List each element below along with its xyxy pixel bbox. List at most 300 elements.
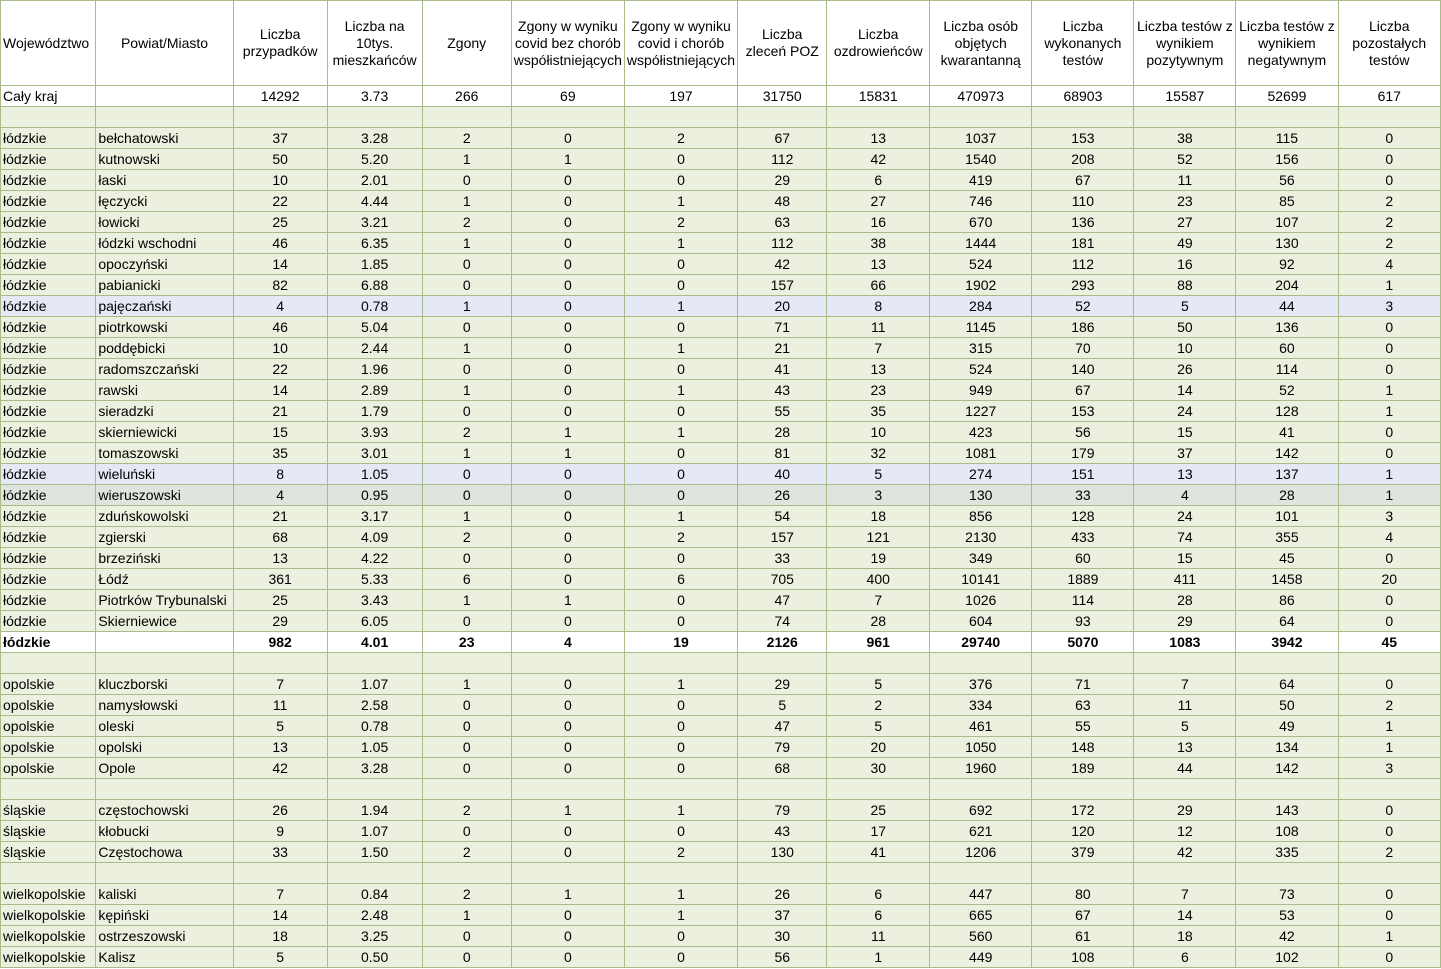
cell-kwarantanna: 1902: [930, 275, 1032, 296]
cell-zgony-z-chorobami: 0: [624, 170, 737, 191]
cell-wojewodztwo: łódzkie: [1, 212, 96, 233]
cell-zgony-z-chorobami: 1: [624, 191, 737, 212]
table-row: [1, 905, 1441, 926]
cell-przypadki: 7: [233, 674, 327, 695]
cell-testy-pozostale: 3: [1338, 758, 1440, 779]
cell-wojewodztwo: łódzkie: [1, 128, 96, 149]
table-row: [1, 758, 1441, 779]
table-row: [1, 254, 1441, 275]
cell-zgony-bez-chorob: 0: [511, 842, 624, 863]
cell-testy-negatywne: 114: [1236, 359, 1338, 380]
cell-ozdrowiency: 66: [827, 275, 930, 296]
cell-zgony: 1: [422, 443, 511, 464]
cell-testy-pozytywne: 88: [1134, 275, 1236, 296]
cell-wojewodztwo: śląskie: [1, 842, 96, 863]
cell-testy-pozostale: 3: [1338, 296, 1440, 317]
table-row: [1, 506, 1441, 527]
cell-kwarantanna: 1960: [930, 758, 1032, 779]
cell-powiat: łęczycki: [96, 191, 233, 212]
cell-zgony-bez-chorob: 0: [511, 296, 624, 317]
cell-testy-negatywne: 42: [1236, 926, 1338, 947]
cell-zgony: 1: [422, 233, 511, 254]
cell-zlecenia-poz: 79: [738, 737, 827, 758]
cell-zgony: 2: [422, 422, 511, 443]
cell-testy-wykonane: 120: [1032, 821, 1134, 842]
cell-testy-negatywne: 86: [1236, 590, 1338, 611]
cell-zgony: 1: [422, 296, 511, 317]
cell-zgony: 0: [422, 170, 511, 191]
cell-kwarantanna: 1050: [930, 737, 1032, 758]
cell-zgony-bez-chorob: 0: [511, 485, 624, 506]
cell-ozdrowiency: 6: [827, 884, 930, 905]
cell-zgony-z-chorobami: [624, 107, 737, 128]
cell-kwarantanna: 1540: [930, 149, 1032, 170]
cell-testy-pozostale: 3: [1338, 506, 1440, 527]
table-header: [1, 1, 1441, 86]
cell-na-10tys: 1.07: [327, 674, 422, 695]
cell-testy-pozostale: 0: [1338, 905, 1440, 926]
cell-testy-wykonane: 55: [1032, 716, 1134, 737]
cell-testy-pozostale: 1: [1338, 485, 1440, 506]
cell-testy-pozytywne: 74: [1134, 527, 1236, 548]
cell-testy-pozytywne: 29: [1134, 800, 1236, 821]
cell-ozdrowiency: 121: [827, 527, 930, 548]
cell-zlecenia-poz: [738, 863, 827, 884]
cell-zgony-bez-chorob: 0: [511, 905, 624, 926]
cell-zgony: 23: [422, 632, 511, 653]
cell-zgony-bez-chorob: 0: [511, 821, 624, 842]
cell-zlecenia-poz: 56: [738, 947, 827, 968]
cell-przypadki: 33: [233, 842, 327, 863]
cell-testy-pozytywne: [1134, 779, 1236, 800]
cell-zgony-z-chorobami: 2: [624, 128, 737, 149]
cell-testy-pozostale: 0: [1338, 548, 1440, 569]
cell-przypadki: 14292: [233, 86, 327, 107]
cell-kwarantanna: 461: [930, 716, 1032, 737]
cell-przypadki: 14: [233, 254, 327, 275]
cell-testy-pozostale: 0: [1338, 422, 1440, 443]
cell-kwarantanna: [930, 653, 1032, 674]
cell-przypadki: 14: [233, 905, 327, 926]
cell-wojewodztwo: wielkopolskie: [1, 905, 96, 926]
table-row: [1, 947, 1441, 968]
cell-zgony-bez-chorob: 0: [511, 401, 624, 422]
cell-zgony-z-chorobami: 19: [624, 632, 737, 653]
cell-powiat: wieluński: [96, 464, 233, 485]
cell-testy-pozostale: 2: [1338, 695, 1440, 716]
cell-na-10tys: [327, 779, 422, 800]
cell-powiat: zgierski: [96, 527, 233, 548]
cell-testy-wykonane: 70: [1032, 338, 1134, 359]
cell-zgony-z-chorobami: 0: [624, 401, 737, 422]
cell-testy-negatywne: 28: [1236, 485, 1338, 506]
cell-kwarantanna: 447: [930, 884, 1032, 905]
cell-przypadki: 82: [233, 275, 327, 296]
cell-kwarantanna: 29740: [930, 632, 1032, 653]
spacer-row: [1, 107, 1441, 128]
cell-na-10tys: 4.01: [327, 632, 422, 653]
cell-testy-negatywne: 142: [1236, 758, 1338, 779]
cell-testy-pozytywne: 23: [1134, 191, 1236, 212]
cell-testy-pozytywne: 5: [1134, 716, 1236, 737]
table-row: [1, 128, 1441, 149]
table-row: [1, 569, 1441, 590]
cell-zgony-z-chorobami: 0: [624, 275, 737, 296]
cell-testy-pozytywne: 7: [1134, 674, 1236, 695]
spacer-row: [1, 653, 1441, 674]
cell-na-10tys: 3.43: [327, 590, 422, 611]
cell-na-10tys: 1.85: [327, 254, 422, 275]
cell-zgony-bez-chorob: [511, 653, 624, 674]
cell-wojewodztwo: łódzkie: [1, 401, 96, 422]
cell-testy-wykonane: 60: [1032, 548, 1134, 569]
cell-zgony-bez-chorob: 0: [511, 212, 624, 233]
cell-na-10tys: 2.58: [327, 695, 422, 716]
cell-zgony-z-chorobami: 1: [624, 338, 737, 359]
cell-przypadki: 18: [233, 926, 327, 947]
cell-testy-wykonane: 140: [1032, 359, 1134, 380]
cell-wojewodztwo: śląskie: [1, 821, 96, 842]
cell-kwarantanna: 1227: [930, 401, 1032, 422]
cell-przypadki: 35: [233, 443, 327, 464]
cell-ozdrowiency: [827, 779, 930, 800]
table-row: [1, 359, 1441, 380]
cell-testy-negatywne: 44: [1236, 296, 1338, 317]
cell-zgony-z-chorobami: 0: [624, 737, 737, 758]
cell-zgony: 1: [422, 191, 511, 212]
cell-wojewodztwo: wielkopolskie: [1, 884, 96, 905]
column-header-zgony: Zgony: [422, 1, 511, 86]
cell-przypadki: 68: [233, 527, 327, 548]
cell-testy-pozytywne: 37: [1134, 443, 1236, 464]
cell-zgony-bez-chorob: 0: [511, 191, 624, 212]
cell-powiat: [96, 863, 233, 884]
cell-testy-pozostale: [1338, 863, 1440, 884]
cell-zgony-z-chorobami: 2: [624, 212, 737, 233]
cell-kwarantanna: 315: [930, 338, 1032, 359]
cell-wojewodztwo: łódzkie: [1, 632, 96, 653]
cell-zgony-z-chorobami: 0: [624, 926, 737, 947]
cell-zlecenia-poz: [738, 653, 827, 674]
cell-testy-negatywne: 137: [1236, 464, 1338, 485]
cell-testy-pozytywne: 5: [1134, 296, 1236, 317]
cell-testy-pozostale: 2: [1338, 191, 1440, 212]
cell-testy-pozytywne: 11: [1134, 170, 1236, 191]
cell-zlecenia-poz: 47: [738, 716, 827, 737]
cell-wojewodztwo: śląskie: [1, 800, 96, 821]
cell-powiat: kutnowski: [96, 149, 233, 170]
cell-zlecenia-poz: 20: [738, 296, 827, 317]
cell-na-10tys: 4.44: [327, 191, 422, 212]
cell-ozdrowiency: 5: [827, 464, 930, 485]
table-row: [1, 926, 1441, 947]
cell-powiat: [96, 779, 233, 800]
cell-testy-negatywne: 85: [1236, 191, 1338, 212]
cell-testy-pozostale: 1: [1338, 464, 1440, 485]
cell-zgony-z-chorobami: [624, 863, 737, 884]
cell-testy-pozostale: 1: [1338, 275, 1440, 296]
cell-na-10tys: 5.04: [327, 317, 422, 338]
column-header-wojewodztwo: Województwo: [1, 1, 96, 86]
cell-powiat: [96, 107, 233, 128]
cell-zgony-z-chorobami: [624, 653, 737, 674]
cell-powiat: rawski: [96, 380, 233, 401]
column-header-przypadki: Liczba przypadków: [233, 1, 327, 86]
cell-ozdrowiency: 23: [827, 380, 930, 401]
cell-zgony-bez-chorob: 0: [511, 233, 624, 254]
cell-zgony-z-chorobami: 2: [624, 842, 737, 863]
cell-zgony-bez-chorob: 0: [511, 674, 624, 695]
cell-ozdrowiency: 13: [827, 359, 930, 380]
cell-powiat: pabianicki: [96, 275, 233, 296]
cell-zlecenia-poz: 43: [738, 380, 827, 401]
column-header-zlecenia-poz: Liczba zleceń POZ: [738, 1, 827, 86]
column-header-testy-negatywne: Liczba testów z wynikiem negatywnym: [1236, 1, 1338, 86]
cell-ozdrowiency: 13: [827, 254, 930, 275]
cell-ozdrowiency: 1: [827, 947, 930, 968]
cell-zgony: 1: [422, 674, 511, 695]
cell-zgony-z-chorobami: 0: [624, 821, 737, 842]
cell-wojewodztwo: łódzkie: [1, 149, 96, 170]
cell-kwarantanna: 1081: [930, 443, 1032, 464]
cell-testy-pozytywne: [1134, 107, 1236, 128]
cell-zgony-z-chorobami: 0: [624, 149, 737, 170]
cell-zgony-z-chorobami: 0: [624, 254, 737, 275]
cell-ozdrowiency: [827, 107, 930, 128]
cell-na-10tys: 2.89: [327, 380, 422, 401]
cell-testy-pozytywne: 28: [1134, 590, 1236, 611]
cell-powiat: Kalisz: [96, 947, 233, 968]
table-row: [1, 149, 1441, 170]
cell-wojewodztwo: łódzkie: [1, 191, 96, 212]
cell-zgony: 1: [422, 905, 511, 926]
cell-przypadki: 14: [233, 380, 327, 401]
cell-testy-wykonane: 1889: [1032, 569, 1134, 590]
cell-testy-negatywne: 64: [1236, 611, 1338, 632]
cell-zgony: 0: [422, 401, 511, 422]
cell-testy-pozytywne: 15: [1134, 548, 1236, 569]
cell-kwarantanna: 665: [930, 905, 1032, 926]
cell-na-10tys: 1.05: [327, 464, 422, 485]
table-row: [1, 338, 1441, 359]
cell-powiat: Częstochowa: [96, 842, 233, 863]
cell-testy-pozostale: [1338, 779, 1440, 800]
cell-testy-negatywne: 142: [1236, 443, 1338, 464]
cell-zgony-bez-chorob: 0: [511, 716, 624, 737]
cell-przypadki: 21: [233, 506, 327, 527]
cell-testy-pozytywne: 6: [1134, 947, 1236, 968]
cell-na-10tys: 4.22: [327, 548, 422, 569]
cell-kwarantanna: 376: [930, 674, 1032, 695]
cell-testy-pozytywne: 38: [1134, 128, 1236, 149]
cell-testy-pozytywne: 29: [1134, 611, 1236, 632]
cell-zgony-bez-chorob: 0: [511, 758, 624, 779]
cell-zgony: 0: [422, 548, 511, 569]
cell-przypadki: 22: [233, 191, 327, 212]
cell-zgony-bez-chorob: 0: [511, 275, 624, 296]
cell-testy-wykonane: 67: [1032, 380, 1134, 401]
cell-zgony-bez-chorob: 0: [511, 695, 624, 716]
cell-na-10tys: 5.20: [327, 149, 422, 170]
cell-testy-wykonane: 80: [1032, 884, 1134, 905]
cell-przypadki: 5: [233, 947, 327, 968]
cell-zgony-bez-chorob: 1: [511, 884, 624, 905]
cell-testy-wykonane: 172: [1032, 800, 1134, 821]
cell-powiat: łowicki: [96, 212, 233, 233]
table-row: [1, 485, 1441, 506]
cell-testy-pozytywne: 14: [1134, 905, 1236, 926]
cell-powiat: kłobucki: [96, 821, 233, 842]
cell-zgony-z-chorobami: 1: [624, 380, 737, 401]
cell-testy-wykonane: 181: [1032, 233, 1134, 254]
cell-kwarantanna: 2130: [930, 527, 1032, 548]
cell-testy-pozytywne: 10: [1134, 338, 1236, 359]
cell-zlecenia-poz: 41: [738, 359, 827, 380]
cell-na-10tys: 3.25: [327, 926, 422, 947]
cell-wojewodztwo: Cały kraj: [1, 86, 96, 107]
cell-ozdrowiency: 11: [827, 926, 930, 947]
cell-zgony-bez-chorob: 0: [511, 947, 624, 968]
cell-zgony-bez-chorob: 0: [511, 611, 624, 632]
cell-przypadki: 46: [233, 233, 327, 254]
cell-ozdrowiency: 13: [827, 128, 930, 149]
cell-ozdrowiency: 7: [827, 338, 930, 359]
cell-testy-negatywne: 143: [1236, 800, 1338, 821]
cell-zgony-z-chorobami: 0: [624, 611, 737, 632]
cell-kwarantanna: 1145: [930, 317, 1032, 338]
cell-zlecenia-poz: [738, 779, 827, 800]
cell-testy-wykonane: 189: [1032, 758, 1134, 779]
cell-wojewodztwo: łódzkie: [1, 422, 96, 443]
cell-zgony-bez-chorob: 1: [511, 422, 624, 443]
cell-zlecenia-poz: 112: [738, 233, 827, 254]
cell-testy-pozostale: 20: [1338, 569, 1440, 590]
cell-zgony-bez-chorob: 0: [511, 548, 624, 569]
cell-testy-negatywne: 41: [1236, 422, 1338, 443]
cell-zgony-z-chorobami: 2: [624, 527, 737, 548]
cell-testy-pozostale: 0: [1338, 338, 1440, 359]
cell-testy-pozostale: 0: [1338, 947, 1440, 968]
cell-przypadki: 22: [233, 359, 327, 380]
cell-wojewodztwo: opolskie: [1, 758, 96, 779]
cell-zgony: 0: [422, 947, 511, 968]
cell-testy-pozostale: 0: [1338, 590, 1440, 611]
cell-ozdrowiency: 5: [827, 716, 930, 737]
cell-wojewodztwo: opolskie: [1, 674, 96, 695]
cell-zlecenia-poz: 81: [738, 443, 827, 464]
cell-testy-pozytywne: 411: [1134, 569, 1236, 590]
cell-zgony: [422, 779, 511, 800]
table-row: [1, 170, 1441, 191]
cell-wojewodztwo: opolskie: [1, 737, 96, 758]
cell-przypadki: 4: [233, 485, 327, 506]
cell-kwarantanna: 449: [930, 947, 1032, 968]
cell-zgony: 1: [422, 338, 511, 359]
cell-testy-negatywne: 107: [1236, 212, 1338, 233]
cell-ozdrowiency: 5: [827, 674, 930, 695]
cell-powiat: piotrkowski: [96, 317, 233, 338]
cell-wojewodztwo: łódzkie: [1, 317, 96, 338]
cell-testy-pozostale: [1338, 653, 1440, 674]
cell-zlecenia-poz: 33: [738, 548, 827, 569]
cell-testy-pozytywne: 50: [1134, 317, 1236, 338]
cell-testy-wykonane: 33: [1032, 485, 1134, 506]
cell-na-10tys: 6.35: [327, 233, 422, 254]
cell-testy-wykonane: 68903: [1032, 86, 1134, 107]
cell-powiat: kępiński: [96, 905, 233, 926]
cell-kwarantanna: 1444: [930, 233, 1032, 254]
cell-zlecenia-poz: 130: [738, 842, 827, 863]
cell-testy-negatywne: [1236, 779, 1338, 800]
cell-powiat: Opole: [96, 758, 233, 779]
cell-zgony: [422, 653, 511, 674]
cell-testy-pozostale: 2: [1338, 842, 1440, 863]
cell-zlecenia-poz: 5: [738, 695, 827, 716]
cell-zlecenia-poz: 74: [738, 611, 827, 632]
table-row: [1, 212, 1441, 233]
cell-zgony-bez-chorob: 1: [511, 800, 624, 821]
cell-zgony-bez-chorob: 0: [511, 737, 624, 758]
cell-testy-pozytywne: 18: [1134, 926, 1236, 947]
cell-testy-pozytywne: 1083: [1134, 632, 1236, 653]
spacer-row: [1, 779, 1441, 800]
cell-testy-wykonane: 433: [1032, 527, 1134, 548]
cell-na-10tys: 3.28: [327, 128, 422, 149]
cell-ozdrowiency: 11: [827, 317, 930, 338]
cell-ozdrowiency: 25: [827, 800, 930, 821]
column-header-zgony-z-chorobami: Zgony w wyniku covid i chorób współistniejących: [624, 1, 737, 86]
cell-testy-pozytywne: 49: [1134, 233, 1236, 254]
table-row: [1, 674, 1441, 695]
cell-zgony-z-chorobami: 6: [624, 569, 737, 590]
cell-testy-pozytywne: 7: [1134, 884, 1236, 905]
cell-zgony: 1: [422, 380, 511, 401]
cell-zlecenia-poz: 28: [738, 422, 827, 443]
cell-na-10tys: 1.50: [327, 842, 422, 863]
cell-testy-wykonane: 148: [1032, 737, 1134, 758]
cell-wojewodztwo: łódzkie: [1, 296, 96, 317]
cell-testy-negatywne: [1236, 653, 1338, 674]
cell-zlecenia-poz: 47: [738, 590, 827, 611]
column-header-na-10tys: Liczba na 10tys. mieszkańców: [327, 1, 422, 86]
cell-zlecenia-poz: 157: [738, 527, 827, 548]
cell-na-10tys: 4.09: [327, 527, 422, 548]
cell-przypadki: 982: [233, 632, 327, 653]
cell-zgony-bez-chorob: 0: [511, 926, 624, 947]
cell-testy-pozytywne: 4: [1134, 485, 1236, 506]
cell-testy-pozytywne: 24: [1134, 401, 1236, 422]
cell-zlecenia-poz: 26: [738, 884, 827, 905]
cell-zgony-bez-chorob: 0: [511, 359, 624, 380]
cell-kwarantanna: 284: [930, 296, 1032, 317]
cell-na-10tys: 1.96: [327, 359, 422, 380]
cell-ozdrowiency: [827, 863, 930, 884]
cell-ozdrowiency: 2: [827, 695, 930, 716]
cell-testy-negatywne: 50: [1236, 695, 1338, 716]
cell-testy-pozostale: 0: [1338, 170, 1440, 191]
cell-zgony: 0: [422, 821, 511, 842]
cell-testy-wykonane: 67: [1032, 170, 1134, 191]
cell-testy-pozytywne: 15: [1134, 422, 1236, 443]
cell-wojewodztwo: [1, 779, 96, 800]
table-row: [1, 590, 1441, 611]
cell-wojewodztwo: łódzkie: [1, 464, 96, 485]
cell-powiat: Skierniewice: [96, 611, 233, 632]
cell-testy-pozytywne: 44: [1134, 758, 1236, 779]
cell-przypadki: 37: [233, 128, 327, 149]
cell-przypadki: 50: [233, 149, 327, 170]
cell-zlecenia-poz: 112: [738, 149, 827, 170]
